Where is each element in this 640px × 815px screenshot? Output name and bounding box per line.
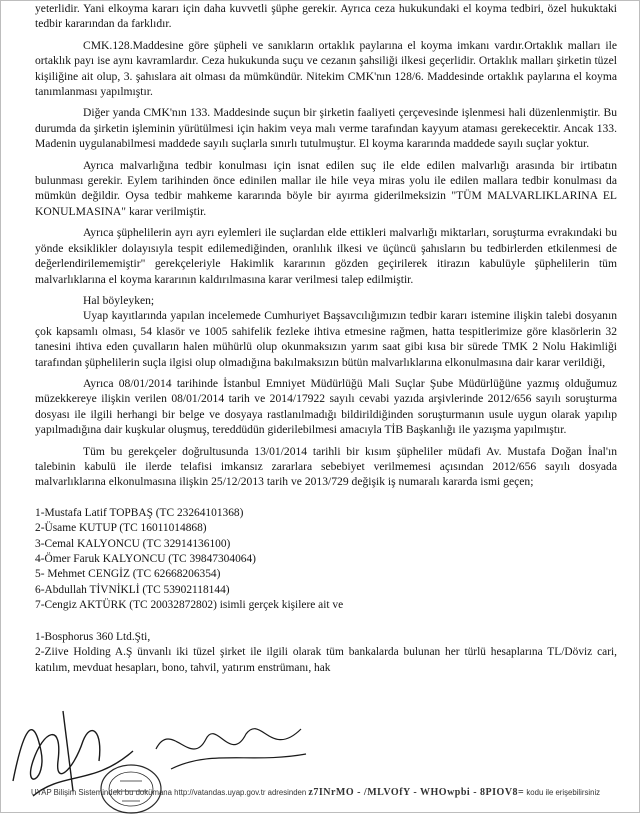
paragraph: CMK.128.Maddesine göre şüpheli ve sanıkların ortaklık paylarına el koyma imkanı vardır.Ortaklık malları ile ortaklık payı ise aynı kavramlardır. Ceza hukukunda suçu ve cezanın şahsiliği ilkesi geçerlidir. Ortaklık malları şirketin tüzel kişiliğine ait olup, 3. şahıslara ait olması da mümkündür. Nitekim CMK'nın 128/6. Maddesinde ortaklık paylarına el koyma tanımlanması yapılmıştır. bbox=[35, 38, 617, 99]
footer-prefix: UYAP Bilişim Sistemindeki bu dokümana http://vatandas.uyap.gov.tr adresinden bbox=[31, 788, 307, 797]
footer bbox=[1, 775, 640, 814]
list-item: 1-Mustafa Latif TOPBAŞ (TC 23264101368) bbox=[35, 506, 244, 519]
footer-verification-text bbox=[31, 787, 631, 798]
paragraph: Tüm bu gerekçeler doğrultusunda 13/01/2014 tarihli bir kısım şüpheliler müdafi Av. Mustafa Doğan İnal'ın talebinin kabulü ile ilerde telafisi imkansız zararlara sebebiyet verilmemesi açısından 2012/656 sayılı dosyada malvarlıklarına elkonulmasına ilişkin 25/12/2013 tarih ve 2013/729 değişik iş numaralı kararda ismi geçen; bbox=[35, 444, 617, 489]
footer-suffix: kodu ile erişebilirsiniz bbox=[526, 788, 601, 797]
paragraph: Hal böyleyken; bbox=[83, 293, 155, 307]
list-item: 4-Ömer Faruk KALYONCU (TC 39847304064) bbox=[35, 553, 256, 565]
list-item: 3-Cemal KALYONCU (TC 32914136100) bbox=[35, 537, 231, 550]
paragraph: Ayrıca malvarlığına tedbir konulması için isnat edilen suç ile elde edilen malvarlığı arasında bir irtibatın bulunması gerekir. Eylem tarihinden önce edinilen mallar ile hile veya miras yolu ile edilen mallara tedbir konulması da mümkün değildir. Oysa tedbir mahkeme kararında böyle bir ayırma giderilmeksizin "TÜM MALVARLIKLARINA EL KONULMASINA" karar verilmiştir. bbox=[35, 158, 617, 218]
paragraph: Ayrıca 08/01/2014 tarihinde İstanbul Emniyet Müdürlüğü Mali Suçlar Şube Müdürlüğüne yazmış olduğumuz müzekkereye ilişkin verilen 08/01/2014 tarih ve 2014/17922 sayılı cevabi yazıda arşivlerinde 2012/656 sayılı soruşturma dosyası ile ilgili herhangi bir belge ve dosyaya rastlanılmadığı bildirildiğinden soruşturmanın usule uygun olarak yapılıp yapılmadığına dair kuşkular oluşmuş, tereddüdün giderilebilmesi amacıyla TİB Başkanlığı ile yazışma yapılmıştır. bbox=[35, 376, 617, 437]
verification-code: z7INrMO - /MLVOfY - WHOwpbi - 8PIOV8= bbox=[308, 787, 525, 798]
document-body bbox=[35, 1, 617, 676]
list-item: 2-Ziive Holding A.Ş ünvanlı iki tüzel şirket ile ilgili olarak tüm bankalarda bulunan her türlü hesaplarına TL/Döviz cari, katılım, mevduat hesapları, bono, tahvil, yatırım enstrümanı, hak bbox=[35, 646, 617, 674]
signature-scribble bbox=[151, 709, 311, 779]
list-item: 5- Mehmet CENGİZ (TC 62668206354) bbox=[35, 568, 221, 581]
list-item: 1-Bosphorus 360 Ltd.Şti, bbox=[35, 630, 151, 643]
company-list bbox=[35, 630, 617, 677]
paragraph: Diğer yanda CMK'nın 133. Maddesinde suçun bir şirketin faaliyeti çerçevesinde işlenmesi hali düzenlenmiştir. Bu durumda da şirketin işleminin yürütülmesi için hakim veya malı verme tarafından kayyum ataması gerekecektir. Ancak 133. Madenin uygulanabilmesi maddede sayılı suçlarla sınırlı tutulmuştur. El koyma kararında maddede sayılı suçlar yoktur. bbox=[35, 106, 617, 151]
paragraph: Uyap kayıtlarında yapılan incelemede Cumhuriyet Başsavcılığımızın tedbir kararı istemine ilişkin talebi dosyanın çok kapsamlı olması, 54 klasör ve 1005 sahifelik fezleke ihtiva etmesine rağmen, hatta tespitlerimize göre klasörlerin 32 tanesini ihtiva eden çuvalların halen mühürlü olup okunmaksızın yarım saat gibi kısa bir sürede TMK 2 Nolu Hakimliği tarafından şüphelilerin suçla ilgisi olup olmadığına bakılmaksızın bütün malvarlıklarına elkonulmasına dair karar verildiği, bbox=[35, 309, 617, 369]
list-item: 6-Abdullah TİVNİKLİ (TC 53902118144) bbox=[35, 583, 230, 596]
paragraph: Ayrıca şüphelilerin ayrı ayrı eylemleri ile suçlardan elde ettikleri malvarlığı miktarları, soruşturma evrakındaki bu yönde eksiklikler dolayısıyla tespit edilemediğinden, oranlılık ilkesi ve üçüncü şahısların bu tedbirlerden etkilenmesi de değerlendirilememiştir" gerekçeleriyle Hakimlik kararının gözden geçirilerek itirazın kabulüyle şüphelilerin tüm malvarlıklarına el koyma kararının kaldırılmasına karar verilmesi talep edilmiştir. bbox=[35, 226, 617, 286]
list-item: 2-Üsame KUTUP (TC 16011014868) bbox=[35, 522, 207, 535]
list-item: 7-Cengiz AKTÜRK (TC 20032872802) isimli gerçek kişilere ait ve bbox=[35, 599, 344, 612]
person-list bbox=[35, 506, 617, 614]
paragraph: yeterlidir. Yani elkoyma kararı için daha kuvvetli şüphe gerekir. Ayrıca ceza hukukundaki el koyma tedbiri, özel hukuktaki tedbir kararından da farklıdır. bbox=[35, 2, 617, 31]
